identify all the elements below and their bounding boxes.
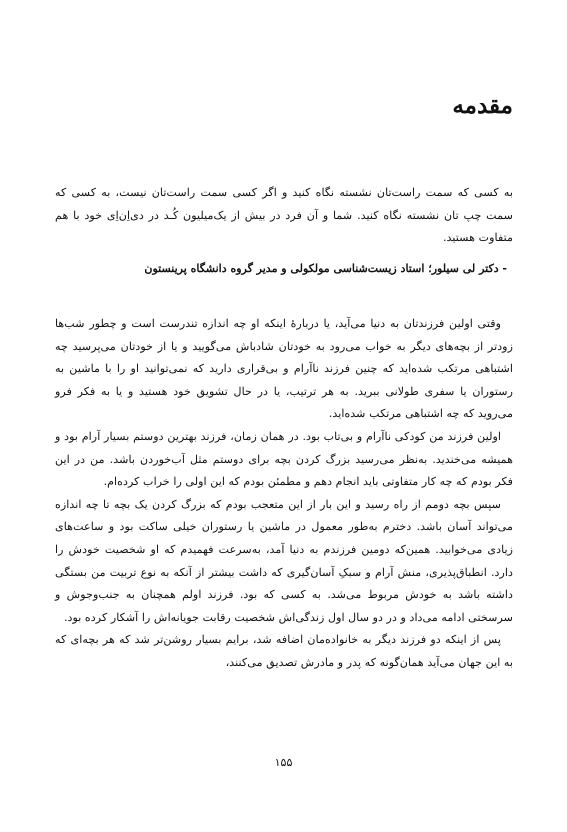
paragraph: اولین فرزند من کودکی ناآرام و بی‌تاب بود. در همان زمان، فرزند بهترین دوستم بسیار آرام بود و همیشه می‌خندید. به‌نظر می‌رسید بزرگ کردن بچه برای دوستم مثل آب‌خوردن باشد. من در این فکر بودم که چه کار متفاوتی باید انجام دهم و مطمئن بودم که این اولی را خراب کرده‌ام. bbox=[55, 429, 513, 489]
body-text bbox=[55, 313, 513, 675]
paragraph: پس از اینکه دو فرزند دیگر به خانواده‌مان اضافه شد، برایم بسیار روشن‌تر شد که هر بچه‌ای که به این جهان می‌آید همان‌گونه که پدر و مادرش تصدیق می‌کنند، bbox=[55, 633, 513, 669]
epigraph-quote: به کسی که سمت راست‌تان نشسته نگاه کنید و اگر کسی سمت راست‌تان نیست، به کسی که سمت چپ تان نشسته نگاه کنید. شما و آن فرد در بیش از یک‌میلیون کُـد در دی‌اِن‌اِی خود با هم متفاوت هستید. bbox=[55, 186, 513, 244]
page-number: ۱۵۵ bbox=[274, 756, 293, 769]
paragraph: وقتی اولین فرزندتان به دنیا می‌آید، یا دربارهٔ اینکه او چه اندازه تندرست است و چطور شب‌ها زودتر از بچه‌های دیگر به خواب می‌رود به خودتان شادباش می‌گویید و یا از خودتان می‌پرسید چه اشتباهی مرتکب شده‌اید که چنین فرزند ناآرام و بی‌قراری دارید که نمی‌توانید او را با ماشین به رستوران یا سفری طولانی ببرید. به هر ترتیب، یا در حال تشویق خود هستید و یا به فکر فرو می‌روید که چه اشتباهی مرتکب شده‌اید. bbox=[55, 317, 513, 421]
paragraph: سپس بچه دومم از راه رسید و این بار از این متعجب بودم که بزرگ کردن یک بچه تا چه اندازه می‌تواند آسان باشد. دخترم به‌طور معمول در ماشین یا رستوران خیلی ساکت بود و ساعت‌های زیادی می‌خوابید. همین‌که دومین فرزندم به دنیا آمد، به‌سرعت فهمیدم که او شخصیت خودش را دارد. انطباق‌پذیری، منش آرام و سبکِ آسان‌گیری که داشت بیشتر از آنکه به نوع تربیت من بستگی داشته باشد به خودش مربوط می‌شد. به کسی که بود. فرزند اولم همچنان به جنب‌وجوش و سرسختی ادامه می‌داد و در دو سال اول زندگی‌اش شخصیت رقابت جویانه‌اش را آشکار کرده بود. bbox=[55, 497, 513, 624]
chapter-title: مقدمه bbox=[452, 92, 513, 119]
epigraph-attribution: - دکتر لی سیلور؛ استاد زیست‌شناسی مولکولی و مدیر گروه دانشگاه پرینستون bbox=[144, 262, 507, 275]
